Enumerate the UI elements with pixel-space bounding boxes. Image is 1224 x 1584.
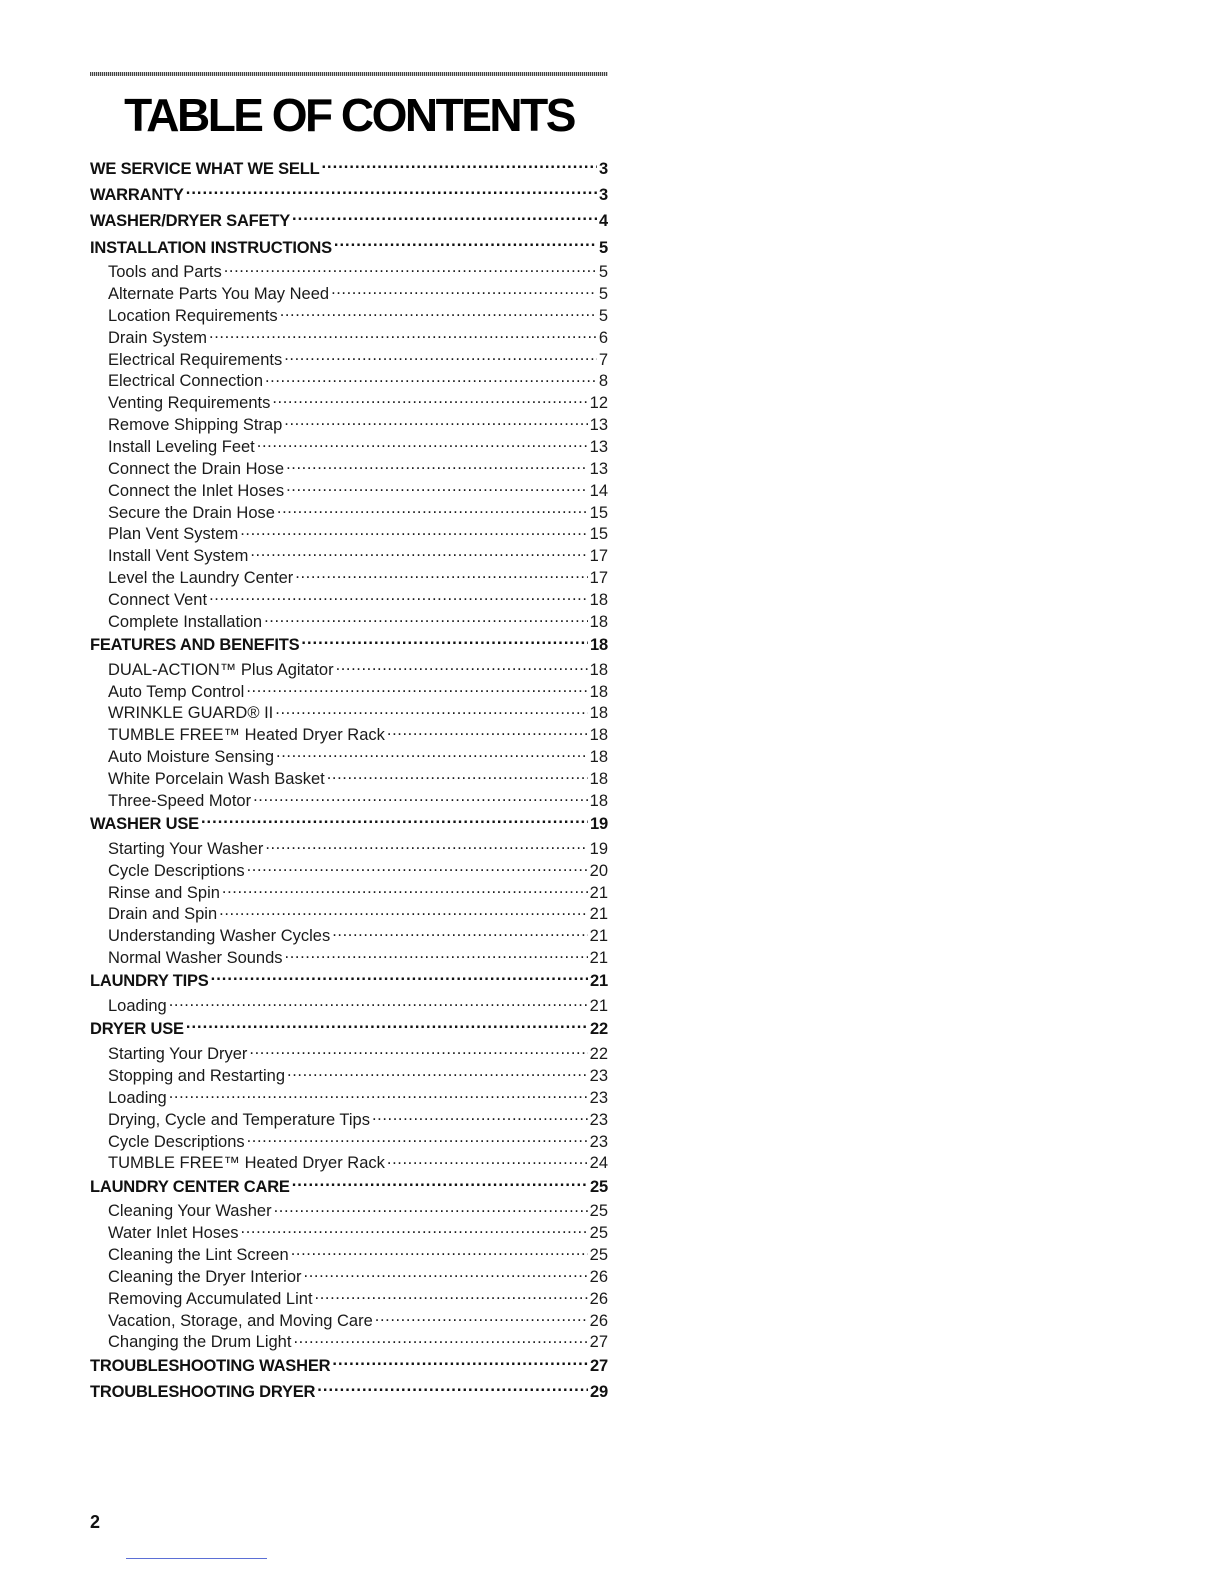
toc-sub-entry[interactable] [90, 995, 608, 1017]
toc-entry-label: Understanding Washer Cycles [108, 927, 331, 946]
toc-sub-entry[interactable] [90, 746, 608, 768]
dot-leader [334, 236, 597, 253]
toc-entry-label: Cleaning the Dryer Interior [108, 1267, 302, 1286]
toc-entry-label: WRINKLE GUARD® II [108, 704, 274, 723]
toc-sub-entry[interactable] [90, 545, 608, 567]
toc-sub-entry[interactable] [90, 392, 608, 414]
toc-entry-label: Cycle Descriptions [108, 861, 245, 880]
toc-entry-page: 15 [589, 525, 608, 544]
dot-leader [304, 1265, 588, 1282]
dot-leader [332, 1354, 588, 1371]
toc-entry-label: Cleaning Your Washer [108, 1202, 272, 1221]
toc-entry-page: 24 [589, 1154, 608, 1173]
toc-entry-label: TROUBLESHOOTING DRYER [90, 1383, 316, 1401]
toc-sub-entry[interactable] [90, 947, 608, 969]
toc-sub-entry[interactable] [90, 724, 608, 746]
toc-section-entry[interactable] [90, 1016, 608, 1042]
toc-section-entry[interactable] [90, 1353, 608, 1379]
toc-sub-entry[interactable] [90, 1265, 608, 1287]
toc-entry-page: 18 [589, 590, 608, 609]
toc-entry-page: 18 [589, 770, 608, 788]
toc-entry-page: 25 [590, 1177, 608, 1196]
toc-entry-page: 27 [590, 1356, 608, 1375]
toc-entry-page: 13 [589, 438, 608, 456]
toc-entry-page: 5 [599, 238, 608, 257]
toc-entry-label: LAUNDRY TIPS [90, 972, 209, 991]
toc-entry-label: Complete Installation [108, 612, 263, 631]
toc-entry-label: TROUBLESHOOTING WASHER [90, 1356, 331, 1375]
toc-entry-page: 23 [589, 1110, 608, 1129]
toc-entry-label: Alternate Parts You May Need [108, 285, 330, 304]
toc-entry-page: 19 [590, 815, 608, 834]
dot-leader [246, 680, 587, 697]
toc-entry-page: 21 [589, 883, 608, 902]
toc-entry-label: Plan Vent System [108, 525, 239, 544]
toc-entry-page: 7 [598, 350, 608, 369]
toc-sub-entry[interactable] [90, 789, 608, 811]
dot-leader [201, 813, 588, 830]
dot-leader [284, 348, 597, 365]
toc-entry-label: DRYER USE [90, 1020, 184, 1039]
toc-entry-page: 5 [598, 306, 608, 325]
dot-leader [209, 588, 588, 605]
toc-entry-label: Electrical Requirements [108, 350, 283, 369]
toc-entry-label: Electrical Connection [108, 372, 263, 391]
toc-sub-entry[interactable] [90, 1309, 608, 1331]
toc-entry-label: INSTALLATION INSTRUCTIONS [90, 238, 332, 257]
toc-entry-label: Three-Speed Motor [108, 791, 252, 810]
toc-sub-entry[interactable] [90, 567, 608, 589]
dot-leader [284, 414, 587, 431]
toc-entry-label: Cleaning the Lint Screen [108, 1246, 289, 1265]
toc-sub-entry[interactable] [90, 501, 608, 523]
toc-entry-label: Auto Moisture Sensing [108, 748, 275, 767]
toc-sub-entry[interactable] [90, 859, 608, 881]
dot-leader [222, 881, 588, 898]
dot-leader [280, 304, 597, 321]
toc-sub-entry[interactable] [90, 837, 608, 859]
toc-entry-label: Loading [108, 1088, 167, 1107]
top-dotted-rule [90, 72, 608, 76]
toc-sub-entry[interactable] [90, 680, 608, 702]
toc-sub-entry[interactable] [90, 702, 608, 724]
toc-sub-entry[interactable] [90, 1222, 608, 1244]
toc-entry-page: 18 [589, 748, 608, 767]
toc-sub-entry[interactable] [90, 261, 608, 283]
dot-leader [169, 1086, 588, 1103]
toc-entry-page: 21 [589, 905, 608, 924]
toc-entry-label: Starting Your Dryer [108, 1045, 248, 1064]
dot-leader [241, 1222, 588, 1239]
dot-leader [317, 1381, 588, 1398]
toc-entry-page: 25 [589, 1202, 608, 1221]
dot-leader [336, 658, 588, 675]
toc-entry-page: 3 [599, 186, 608, 205]
toc-sub-entry[interactable] [90, 610, 608, 632]
toc-sub-entry[interactable] [90, 768, 608, 790]
dot-leader [285, 947, 588, 964]
toc-entry-label: Connect the Inlet Hoses [108, 481, 285, 500]
dot-leader [332, 925, 587, 942]
toc-sub-entry[interactable] [90, 457, 608, 479]
toc-entry-label: Tools and Parts [108, 263, 222, 282]
toc-entry-page: 21 [590, 972, 608, 991]
toc-entry-label: FEATURES AND BENEFITS [90, 636, 300, 655]
toc-entry-page: 18 [589, 682, 608, 701]
dot-leader [291, 1244, 588, 1261]
toc-sub-entry[interactable] [90, 370, 608, 392]
toc-entry-label: Cycle Descriptions [108, 1132, 245, 1151]
toc-entry-page: 22 [589, 1045, 608, 1064]
toc-entry-page: 21 [589, 997, 608, 1016]
page-number: 2 [90, 1512, 101, 1532]
dot-leader [275, 702, 587, 719]
toc-entry-label: TUMBLE FREE™ Heated Dryer Rack [108, 726, 385, 745]
dot-leader [186, 1018, 588, 1035]
toc-entry-label: Auto Temp Control [108, 682, 245, 701]
dot-leader [249, 1043, 587, 1060]
toc-entry-page: 26 [589, 1267, 608, 1286]
dot-leader [219, 903, 587, 920]
dot-leader [209, 326, 597, 343]
toc-entry-page: 18 [589, 726, 608, 745]
toc-entry-label: Secure the Drain Hose [108, 503, 275, 522]
toc-entry-label: Loading [108, 997, 167, 1016]
dot-leader [250, 545, 587, 562]
bottom-rule [126, 1558, 267, 1559]
toc-entry-label: Location Requirements [108, 306, 278, 325]
table-of-contents [90, 156, 608, 1405]
dot-leader [247, 859, 588, 876]
toc-entry-page: 18 [589, 660, 608, 679]
toc-sub-entry[interactable] [90, 414, 608, 436]
toc-entry-page: 25 [589, 1224, 608, 1243]
toc-sub-entry[interactable] [90, 881, 608, 903]
toc-entry-label: Starting Your Washer [108, 839, 264, 858]
toc-entry-label: DUAL-ACTION™ Plus Agitator [108, 660, 334, 679]
toc-sub-entry[interactable] [90, 1086, 608, 1108]
dot-leader [295, 567, 587, 584]
toc-entry-label: Drain and Spin [108, 905, 218, 924]
dot-leader [265, 837, 587, 854]
dot-leader [375, 1309, 588, 1326]
dot-leader [372, 1108, 588, 1125]
toc-sub-entry[interactable] [90, 1200, 608, 1222]
dot-leader [292, 210, 597, 227]
toc-sub-entry[interactable] [90, 658, 608, 680]
toc-entry-page: 5 [598, 285, 608, 304]
toc-entry-page: 20 [589, 861, 608, 880]
toc-entry-page: 23 [589, 1067, 608, 1085]
toc-sub-entry[interactable] [90, 523, 608, 545]
page-title: TABLE OF CONTENTS [124, 89, 574, 141]
dot-leader [286, 479, 588, 496]
toc-entry-label: TUMBLE FREE™ Heated Dryer Rack [108, 1154, 385, 1173]
toc-entry-page: 22 [590, 1020, 608, 1039]
toc-entry-page: 6 [598, 328, 608, 347]
toc-entry-label: WE SERVICE WHAT WE SELL [90, 160, 320, 178]
dot-leader [224, 261, 597, 278]
toc-entry-page: 18 [590, 636, 608, 655]
toc-entry-label: Water Inlet Hoses [108, 1224, 239, 1243]
toc-sub-entry[interactable] [90, 479, 608, 501]
toc-section-entry[interactable] [90, 811, 608, 837]
toc-entry-label: White Porcelain Wash Basket [108, 770, 325, 788]
toc-entry-page: 25 [589, 1246, 608, 1265]
toc-sub-entry[interactable] [90, 326, 608, 348]
toc-sub-entry[interactable] [90, 1331, 608, 1353]
toc-entry-page: 3 [599, 160, 608, 178]
dot-leader [186, 184, 597, 201]
toc-entry-page: 4 [599, 212, 608, 231]
dot-leader [293, 1331, 587, 1348]
toc-entry-page: 17 [589, 547, 608, 566]
toc-entry-label: WASHER USE [90, 815, 199, 834]
dot-leader [315, 1287, 588, 1304]
toc-section-entry[interactable] [90, 208, 608, 234]
toc-sub-entry[interactable] [90, 283, 608, 305]
dot-leader [277, 501, 588, 518]
toc-section-entry[interactable] [90, 1174, 608, 1200]
toc-entry-page: 23 [589, 1132, 608, 1151]
toc-sub-entry[interactable] [90, 348, 608, 370]
toc-entry-page: 15 [589, 503, 608, 522]
toc-entry-page: 18 [589, 791, 608, 810]
toc-section-entry[interactable] [90, 235, 608, 261]
dot-leader [257, 436, 588, 453]
dot-leader [264, 610, 588, 627]
toc-entry-page: 12 [589, 394, 608, 413]
toc-entry-page: 26 [589, 1311, 608, 1330]
toc-sub-entry[interactable] [90, 1065, 608, 1087]
toc-entry-label: WARRANTY [90, 186, 184, 205]
toc-entry-label: Drain System [108, 328, 208, 347]
toc-entry-page: 14 [589, 481, 608, 500]
dot-leader [211, 970, 588, 987]
toc-entry-label: WASHER/DRYER SAFETY [90, 212, 291, 231]
toc-entry-page: 13 [589, 459, 608, 478]
toc-entry-label: Stopping and Restarting [108, 1067, 286, 1085]
toc-sub-entry[interactable] [90, 436, 608, 458]
toc-entry-label: Level the Laundry Center [108, 569, 294, 588]
dot-leader [274, 1200, 588, 1217]
dot-leader [272, 392, 587, 409]
toc-entry-page: 26 [589, 1289, 608, 1308]
toc-section-entry[interactable] [90, 968, 608, 994]
toc-sub-entry[interactable] [90, 925, 608, 947]
toc-section-entry[interactable] [90, 182, 608, 208]
dot-leader [321, 158, 597, 175]
dot-leader [331, 283, 597, 300]
toc-entry-label: Drying, Cycle and Temperature Tips [108, 1110, 370, 1129]
toc-section-entry[interactable] [90, 632, 608, 658]
toc-sub-entry[interactable] [90, 903, 608, 925]
toc-entry-label: Install Vent System [108, 547, 249, 566]
toc-sub-entry[interactable] [90, 588, 608, 610]
dot-leader [301, 634, 588, 651]
dot-leader [169, 995, 588, 1012]
dot-leader [253, 789, 588, 806]
toc-entry-page: 18 [589, 612, 608, 631]
toc-entry-page: 21 [589, 949, 608, 968]
dot-leader [387, 1152, 588, 1169]
toc-entry-label: Removing Accumulated Lint [108, 1289, 313, 1308]
toc-entry-label: Connect Vent [108, 590, 208, 609]
toc-sub-entry[interactable] [90, 1043, 608, 1065]
dot-leader [327, 768, 588, 785]
toc-entry-page: 13 [589, 416, 608, 435]
toc-sub-entry[interactable] [90, 1152, 608, 1174]
toc-section-entry[interactable] [90, 1379, 608, 1405]
dot-leader [247, 1130, 588, 1147]
dot-leader [292, 1175, 588, 1192]
dot-leader [276, 746, 588, 763]
toc-entry-page: 18 [589, 704, 608, 723]
toc-entry-page: 29 [590, 1383, 608, 1401]
toc-entry-page: 8 [598, 372, 608, 391]
toc-entry-label: Vacation, Storage, and Moving Care [108, 1311, 373, 1330]
toc-entry-page: 19 [589, 839, 608, 858]
toc-entry-label: Venting Requirements [108, 394, 271, 413]
toc-entry-label: Install Leveling Feet [108, 438, 255, 456]
dot-leader [265, 370, 597, 387]
toc-entry-label: Normal Washer Sounds [108, 949, 283, 968]
toc-sub-entry[interactable] [90, 1287, 608, 1309]
toc-entry-page: 27 [589, 1333, 608, 1352]
dot-leader [240, 523, 587, 540]
dot-leader [286, 457, 588, 474]
toc-entry-label: Remove Shipping Strap [108, 416, 283, 435]
toc-section-entry[interactable] [90, 156, 608, 182]
toc-entry-page: 17 [589, 569, 608, 588]
toc-sub-entry[interactable] [90, 304, 608, 326]
toc-entry-label: Rinse and Spin [108, 883, 220, 902]
toc-sub-entry[interactable] [90, 1244, 608, 1266]
dot-leader [387, 724, 588, 741]
toc-entry-label: LAUNDRY CENTER CARE [90, 1177, 290, 1196]
toc-entry-label: Connect the Drain Hose [108, 459, 285, 478]
toc-sub-entry[interactable] [90, 1130, 608, 1152]
toc-sub-entry[interactable] [90, 1108, 608, 1130]
toc-entry-label: Changing the Drum Light [108, 1333, 292, 1352]
dot-leader [287, 1065, 588, 1082]
toc-entry-page: 23 [589, 1088, 608, 1107]
toc-entry-page: 5 [598, 263, 608, 282]
toc-entry-page: 21 [589, 927, 608, 946]
